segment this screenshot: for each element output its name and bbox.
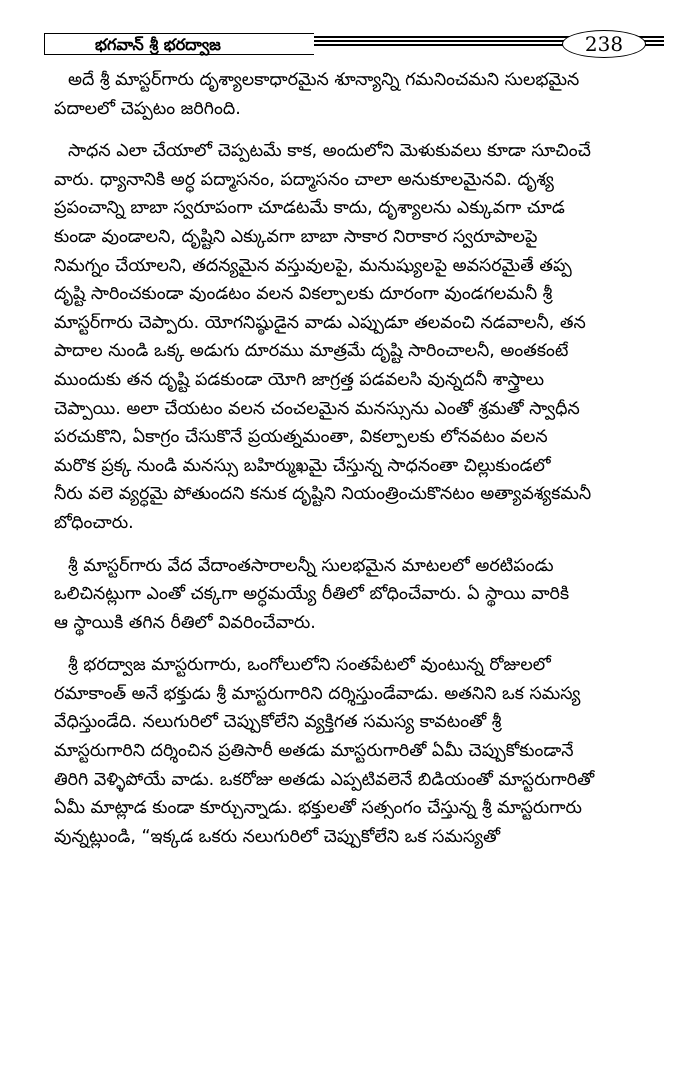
text-line: చెప్పాయి. అలా చేయటం వలన చంచలమైన మనస్సును ఎంతో శ్రమతో స్వాధీన xyxy=(54,398,580,419)
text-line: పదాలలో చెప్పటం జరిగింది. xyxy=(54,98,241,119)
paragraph-2 xyxy=(54,137,660,537)
text-line: వారు. ధ్యానానికి అర్ధ పద్మాసనం, పద్మాసనం చాలా అనుకూలమైనవి. దృశ్య xyxy=(54,169,554,190)
book-title-box xyxy=(44,33,314,55)
text-line: ప్రపంచాన్ని బాబా స్వరూపంగా చూడటమే కాదు, దృశ్యాలను ఎక్కువగా చూడ xyxy=(54,198,565,219)
text-line: పరచుకొని, ఏకాగ్రం చేసుకొనే ప్రయత్నమంతా, వికల్పాలకు లోనవటం వలన xyxy=(54,427,548,448)
running-header xyxy=(44,28,664,60)
page-number: 238 xyxy=(584,32,624,56)
book-title: భగవాన్ శ్రీ భరద్వాజ xyxy=(95,35,221,54)
text-line: రమాకాంత్ అనే భక్తుడు శ్రీ మాస్టరుగారిని దర్శిస్తుండేవాడు. అతనిని ఒక సమస్య xyxy=(54,683,581,704)
text-line: పాదాల నుండి ఒక్క అడుగు దూరము మాత్రమే దృష్టి సారించాలనీ, అంతకంటే xyxy=(54,341,569,362)
text-line: శ్రీ మాస్టర్‌గారు వేద వేదాంతసారాలన్నీ సులభమైన మాటలలో అరటిపండు xyxy=(68,555,554,576)
paragraph-3 xyxy=(54,552,660,638)
text-line: ఏమీ మాట్లాడ కుండా కూర్చున్నాడు. భక్తులతో సత్సంగం చేస్తున్న శ్రీ మాస్టరుగారు xyxy=(54,798,582,819)
text-line: కుండా వుండాలని, దృష్టిని ఎక్కువగా బాబా సాకార నిరాకార స్వరూపాలపై xyxy=(54,226,538,247)
text-line: దృష్టి సారించకుండా వుండటం వలన వికల్పాలకు దూరంగా వుండగలమనీ శ్రీ xyxy=(54,284,553,305)
paragraph-1 xyxy=(54,66,660,123)
text-line: మాస్టరుగారిని దర్శించిన ప్రతిసారీ అతడు మాస్టరుగారితో ఏమీ చెప్పుకోకుండానే xyxy=(54,741,574,762)
text-line: మరొక ప్రక్క నుండి మనస్సు బహిర్ముఖమై చేస్తున్న సాధనంతా చిల్లుకుండలో xyxy=(54,455,551,476)
page-body xyxy=(54,66,660,855)
text-line: వున్నట్లుండి, “ఇక్కడ ఒకరు నలుగురిలో చెప్పుకోలేని ఒక సమస్యతో xyxy=(54,826,501,847)
text-line: సాధన ఎలా చేయాలో చెప్పటమే కాక, అందులోని మెళుకువలు కూడా సూచించే xyxy=(68,141,591,162)
page-number-badge xyxy=(562,30,646,58)
text-line: ఒలిచినట్లుగా ఎంతో చక్కగా అర్ధమయ్యే రీతిలో బోధించేవారు. ఏ స్థాయి వారికి xyxy=(54,584,570,605)
text-line: ముందుకు తన దృష్టి పడకుండా యోగి జాగ్రత్త పడవలసి వున్నదనీ శాస్త్రాలు xyxy=(54,369,545,390)
text-line: అదే శ్రీ మాస్టర్‌గారు దృశ్యాలకాధారమైన శూన్యాన్ని గమనించమని సులభమైన xyxy=(68,70,580,90)
text-line: వేధిస్తుండేది. నలుగురిలో చెప్పుకోలేని వ్యక్తిగత సమస్య కావటంతో శ్రీ xyxy=(54,712,502,733)
text-line: ఆ స్థాయికి తగిన రీతిలో వివరించేవారు. xyxy=(54,612,316,633)
text-line: నిమగ్నం చేయాలని, తదన్యమైన వస్తువులపై, మనుష్యులపై అవసరమైతే తప్ప xyxy=(54,255,572,276)
paragraph-4 xyxy=(54,651,660,851)
text-line: మాస్టర్‌గారు చెప్పారు. యోగనిష్ఠుడైన వాడు ఎప్పుడూ తలవంచి నడవాలనీ, తన xyxy=(54,312,586,333)
text-line: తిరిగి వెళ్ళిపోయే వాడు. ఒకరోజు అతడు ఎప్పటివలెనే బిడియంతో మాస్టరుగారితో xyxy=(54,769,595,790)
text-line: నీరు వలె వ్యర్ధమై పోతుందని కనుక దృష్టిని నియంత్రించుకొనటం అత్యావశ్యకమనీ xyxy=(54,484,592,505)
text-line: శ్రీ భరద్వాజ మాస్టరుగారు, ఒంగోలులోని సంతపేటలో వుంటున్న రోజులలో xyxy=(68,655,551,676)
text-line: బోధించారు. xyxy=(54,512,134,533)
